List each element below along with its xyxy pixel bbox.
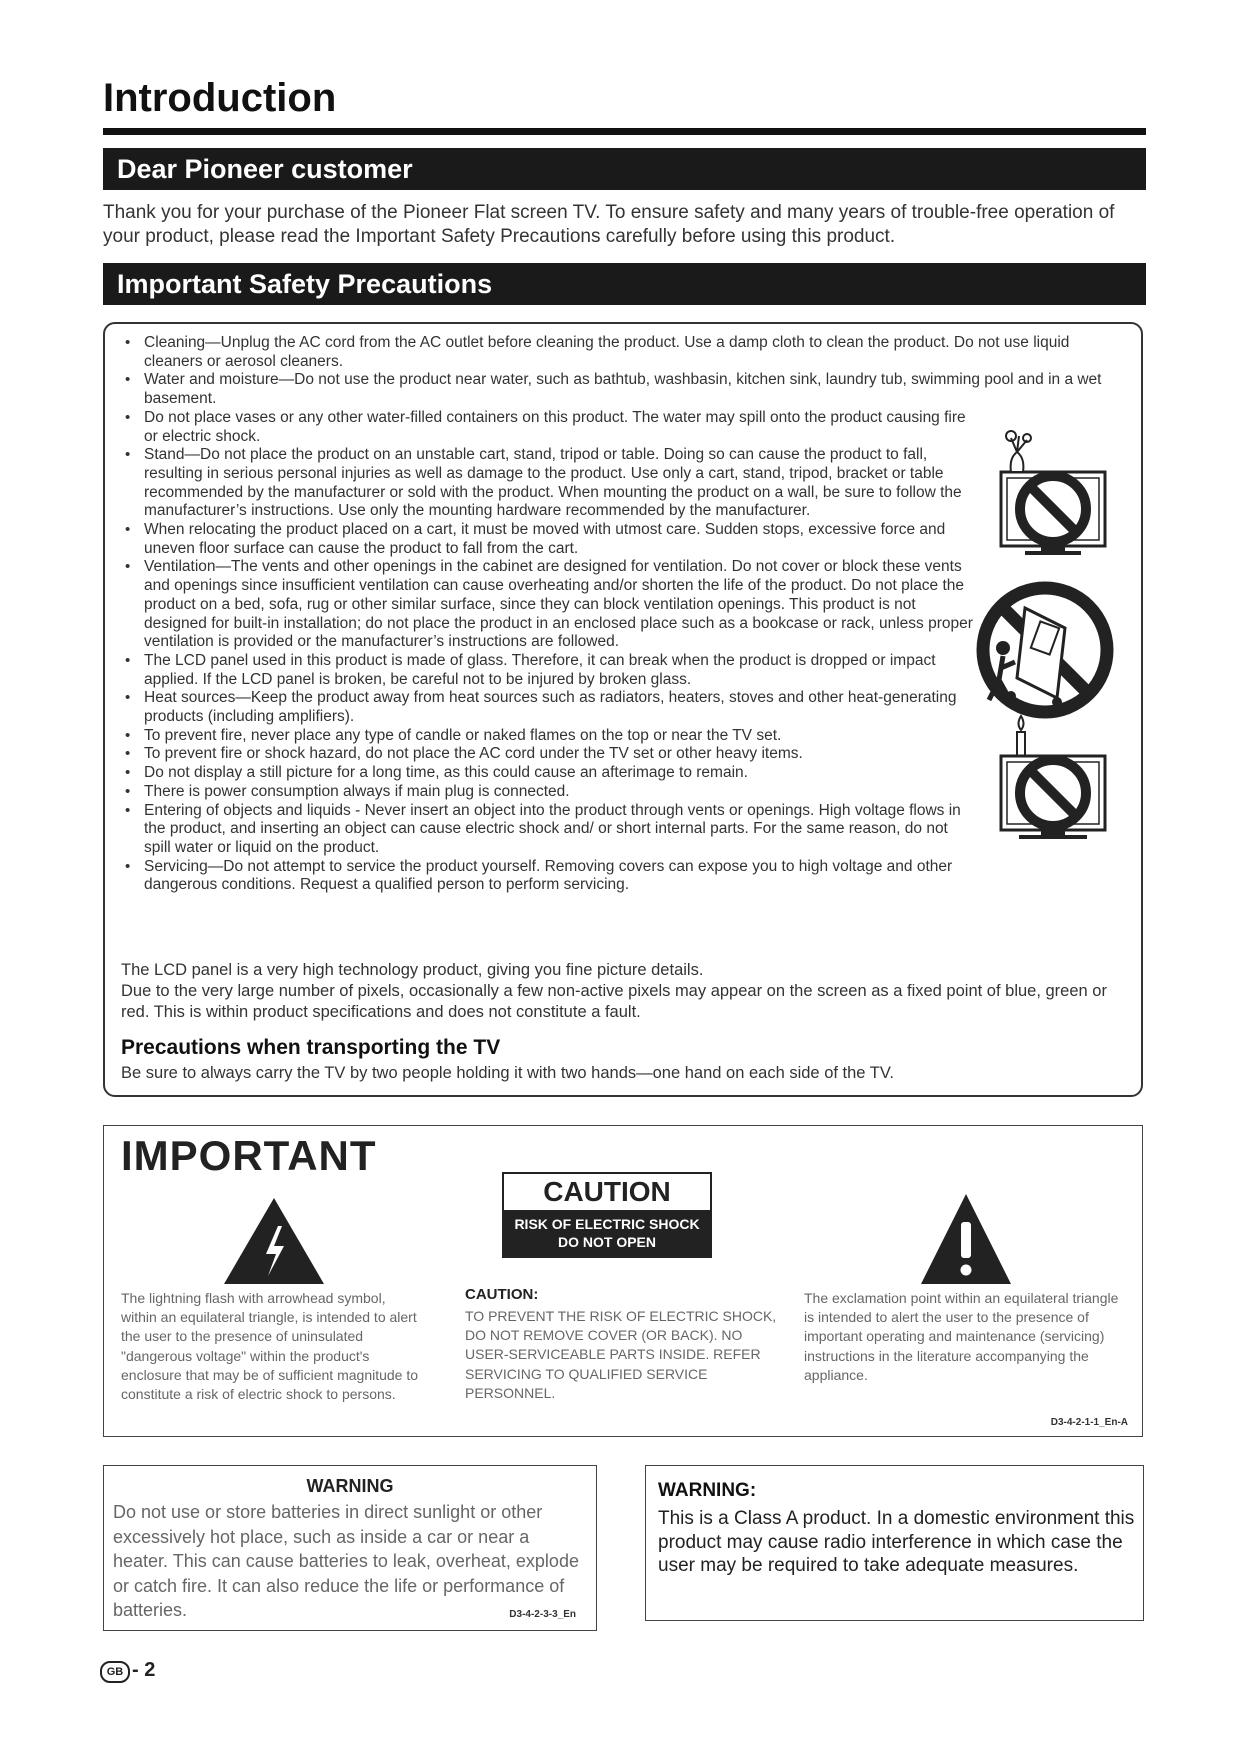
precaution-item: • Water and moisture—Do not use the product near water, such as bathtub, washbasin, kitchen sink, laundry tub, swimming pool and in a wet basement. [123, 371, 1128, 408]
precaution-item: • When relocating the product placed on a cart, it must be moved with utmost care. Sudden stops, excessive force and uneven floor surface can cause the product to fall from the cart. [123, 521, 978, 558]
no-vase-on-tv-icon [985, 424, 1115, 559]
battery-warning-box [103, 1465, 597, 1631]
title-rule [103, 128, 1146, 135]
lcd-note-line: Due to the very large number of pixels, occasionally a few non-active pixels may appear on the screen as a fixed point of blue, green or red. This is within product specifications and does not constitute a fault. [121, 982, 1107, 1021]
precaution-item: • Entering of objects and liquids - Never insert an object into the product through vents or openings. High voltage flows in the product, and inserting an object can cause electric shock and/ or short internal parts. For the same reason, do not spill water or liquid on the product. [123, 802, 978, 858]
precaution-item: • There is power consumption always if main plug is connected. [123, 783, 978, 802]
lightning-warning-icon [222, 1196, 326, 1286]
caution-label-risk [504, 1210, 710, 1256]
exclamation-warning-icon [919, 1192, 1013, 1286]
caution-label [502, 1172, 712, 1258]
lcd-note-line: The LCD panel is a very high technology product, giving you fine picture details. [121, 961, 704, 979]
caution-description: TO PREVENT THE RISK OF ELECTRIC SHOCK, DO NOT REMOVE COVER (OR BACK). NO USER-SERVICEABLE PARTS INSIDE. REFER SERVICING TO QUALIFIED SERVICE PERSONNEL. [465, 1308, 777, 1401]
page-number: - 2 [132, 1659, 156, 1681]
lightning-description: The lightning flash with arrowhead symbol, within an equilateral triangle, is intended to alert the user to the presence of uninsulated "dangerous voltage" within the product's enclosure that may be of sufficient magnitude to constitute a risk of electric shock to persons. [121, 1290, 419, 1403]
precaution-item: • Heat sources—Keep the product away from heat sources such as radiators, heaters, stoves and other heat-generating products (including amplifiers). [123, 689, 978, 726]
important-title: IMPORTANT [121, 1132, 377, 1179]
lcd-panel-note [121, 960, 1121, 1023]
dear-customer-text: Thank you for your purchase of the Pioneer Flat screen TV. To ensure safety and many years of trouble-free operation of your product, please read the Important Safety Precautions carefully before using this product. [103, 202, 1115, 247]
battery-warning-title: WARNING [306, 1476, 394, 1496]
precaution-item: • Do not display a still picture for a long time, as this could cause an afterimage to remain. [123, 764, 978, 783]
no-unstable-cart-icon [973, 578, 1118, 723]
important-box [103, 1125, 1143, 1437]
class-a-warning-title: WARNING: [658, 1480, 757, 1501]
transport-heading: Precautions when transporting the TV [121, 1036, 501, 1059]
ref-code: D3-4-2-3-3_En [509, 1609, 576, 1620]
caution-title: CAUTION: [465, 1286, 539, 1303]
class-a-warning-box [645, 1465, 1144, 1621]
page-title: Introduction [103, 76, 337, 120]
class-a-warning-text: This is a Class A product. In a domestic environment this product may cause radio interference in which case the user may be required to take adequate measures. [658, 1508, 1135, 1576]
caution-label-line: DO NOT OPEN [557, 1234, 656, 1250]
precaution-item: • Stand—Do not place the product on an unstable cart, stand, tripod or table. Doing so can cause the product to fall, resulting in serious personal injuries as well as damage to the product. Use only a cart, stand, tripod, bracket or table recommended by the manufacturer or sold with the product. When mounting the product on a wall, be sure to follow the manufacturer’s instructions. Use only the mounting hardware recommended by the manufacturer. [123, 446, 978, 521]
precaution-item: • To prevent fire, never place any type of candle or naked flames on the top or near the TV set. [123, 727, 978, 746]
region-badge: GB [100, 1661, 130, 1683]
no-candle-on-tv-icon [985, 712, 1115, 842]
precaution-item: • Do not place vases or any other water-filled containers on this product. The water may spill onto the product causing fire or electric shock. [123, 409, 978, 446]
dear-customer-heading: Dear Pioneer customer [103, 148, 1146, 190]
safety-precautions-box [103, 322, 1143, 1097]
caution-label-title: CAUTION [543, 1176, 671, 1207]
precaution-item: • To prevent fire or shock hazard, do not place the AC cord under the TV set or other heavy items. [123, 745, 978, 764]
ref-code: D3-4-2-1-1_En-A [1050, 1417, 1128, 1428]
precaution-item: • The LCD panel used in this product is made of glass. Therefore, it can break when the product is dropped or impact applied. If the LCD panel is broken, be careful not to be injured by broken glass. [123, 652, 978, 689]
exclamation-description: The exclamation point within an equilateral triangle is intended to alert the user to the presence of important operating and maintenance (servicing) instructions in the literature accompanying the appliance. [804, 1290, 1119, 1383]
precaution-item: • Servicing—Do not attempt to service the product yourself. Removing covers can expose you to high voltage and other dangerous conditions. Request a qualified person to perform servicing. [123, 858, 978, 895]
precaution-item: • Ventilation—The vents and other openings in the cabinet are designed for ventilation. Do not cover or block these vents and openings since insufficient ventilation can cause overheating and/or shorten the life of the product. Do not place the product on a bed, sofa, rug or other similar surface, since they can block ventilation openings. This product is not designed for built-in installation; do not place the product in an enclosed place such as a bookcase or rack, unless proper ventilation is provided or the manufacturer’s instructions are followed. [123, 558, 978, 652]
battery-warning-text: Do not use or store batteries in direct sunlight or other excessively hot place, such as inside a car or near a heater. This can cause batteries to leak, overheat, explode or catch fire. It can also reduce the life or performance of batteries. [113, 1502, 579, 1620]
transport-text: Be sure to always carry the TV by two people holding it with two hands—one hand on each side of the TV. [121, 1064, 894, 1082]
precaution-item: • Cleaning—Unplug the AC cord from the AC outlet before cleaning the product. Use a damp cloth to clean the product. Do not use liquid cleaners or aerosol cleaners. [123, 334, 1128, 371]
caution-label-line: RISK OF ELECTRIC SHOCK [514, 1216, 700, 1232]
safety-heading: Important Safety Precautions [103, 263, 1146, 305]
